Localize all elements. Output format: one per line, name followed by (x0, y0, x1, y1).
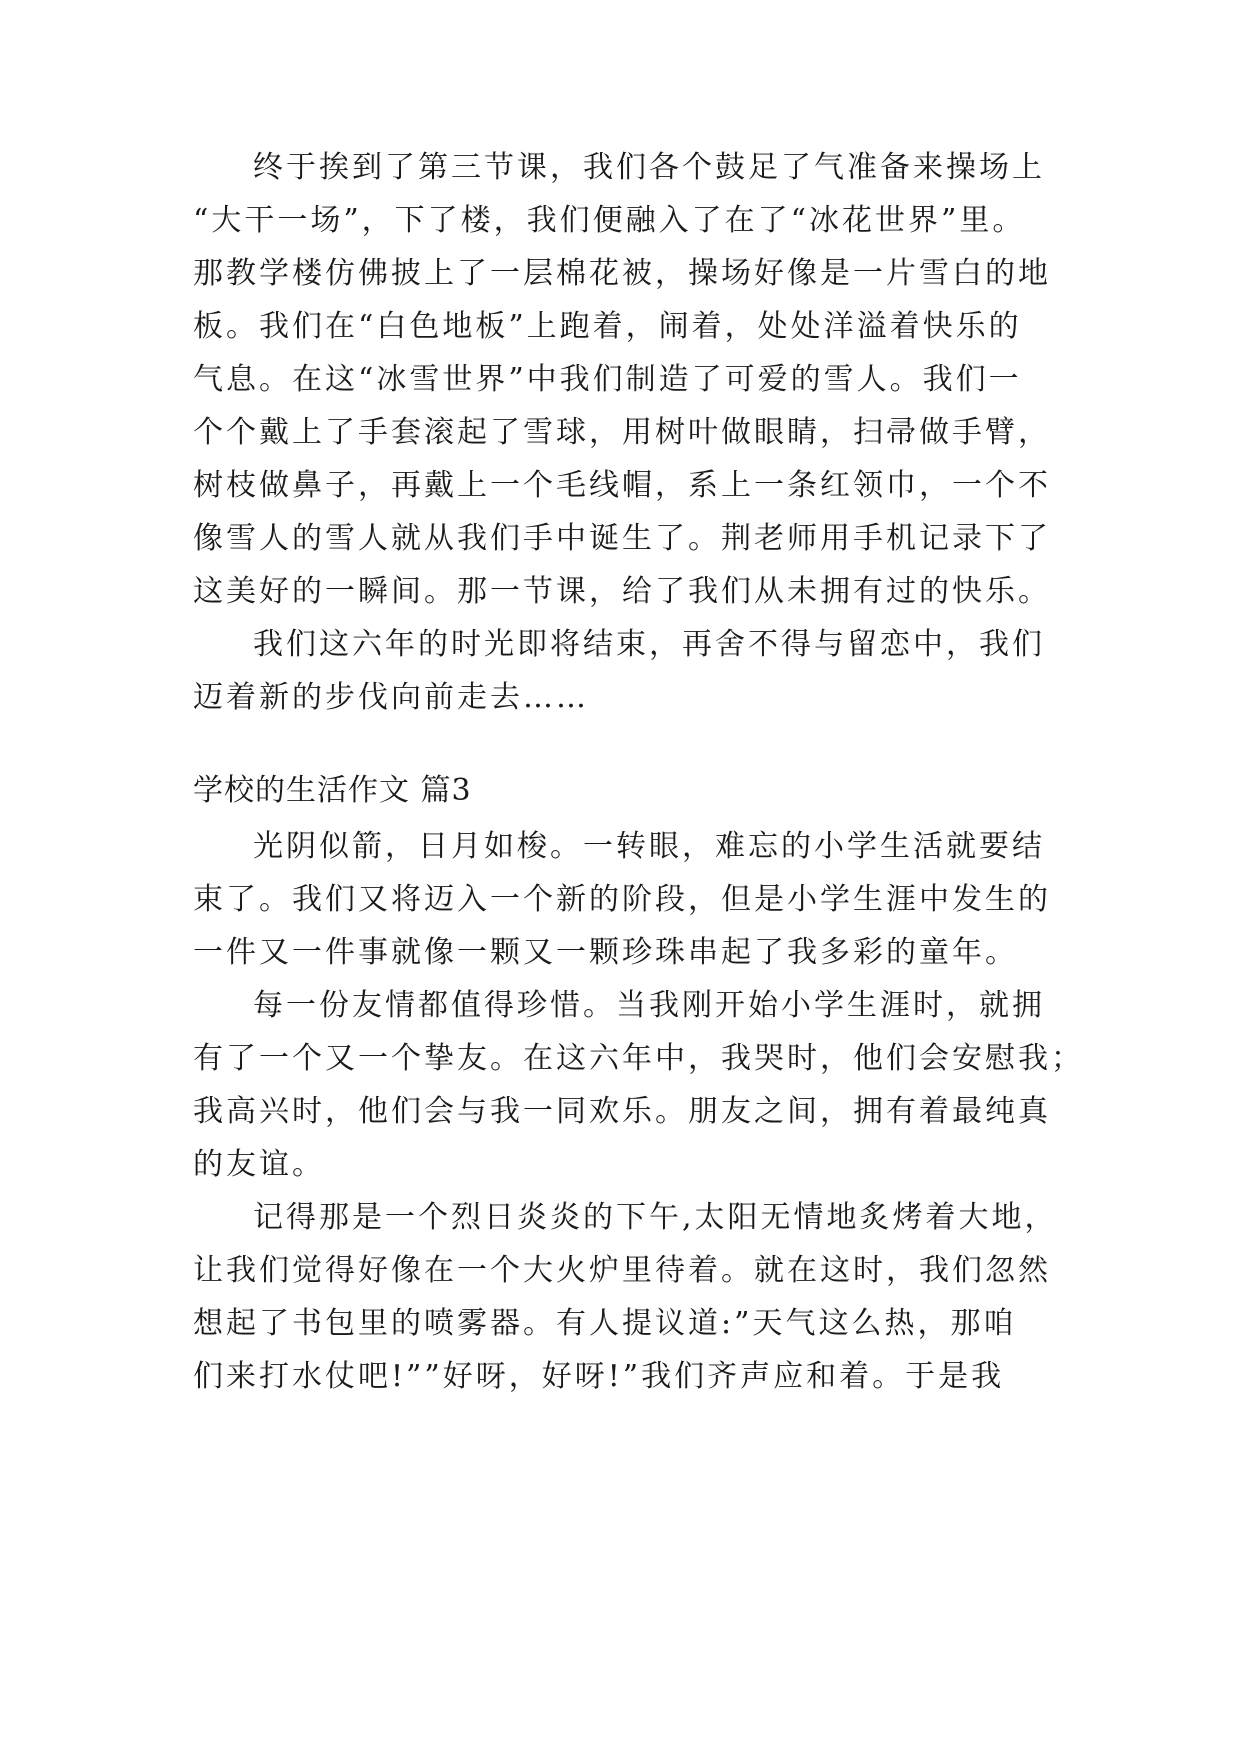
paragraph-2-line-1: 我们这六年的时光即将结束，再舍不得与留恋中，我们 (253, 627, 1045, 662)
paragraph-1-line-4: 板。我们在“白色地板”上跑着，闹着，处处洋溢着快乐的 (193, 309, 1022, 344)
paragraph-1-line-1: 终于挨到了第三节课，我们各个鼓足了气准备来操场上 (253, 150, 1045, 185)
paragraph-5-line-3: 想起了书包里的喷雾器。有人提议道:”天气这么热，那咱 (193, 1306, 1017, 1341)
paragraph-2-line-2: 迈着新的步伐向前走去…… (193, 680, 589, 715)
paragraph-1-line-3: 那教学楼仿佛披上了一层棉花被，操场好像是一片雪白的地 (193, 256, 1051, 291)
paragraph-3-line-3: 一件又一件事就像一颗又一颗珍珠串起了我多彩的童年。 (193, 935, 1018, 970)
paragraph-3-line-1: 光阴似箭，日月如梭。一转眼，难忘的小学生活就要结 (253, 829, 1045, 864)
paragraph-5-line-1: 记得那是一个烈日炎炎的下午,太阳无情地炙烤着大地， (253, 1200, 1058, 1235)
paragraph-1-line-9: 这美好的一瞬间。那一节课，给了我们从未拥有过的快乐。 (193, 574, 1051, 609)
paragraph-3-line-2: 束了。我们又将迈入一个新的阶段，但是小学生涯中发生的 (193, 882, 1051, 917)
paragraph-5-line-2: 让我们觉得好像在一个大火炉里待着。就在这时，我们忽然 (193, 1253, 1051, 1288)
paragraph-4-line-1: 每一份友情都值得珍惜。当我刚开始小学生涯时，就拥 (253, 988, 1045, 1023)
paragraph-1-line-5: 气息。在这“冰雪世界”中我们制造了可爱的雪人。我们一 (193, 362, 1022, 397)
paragraph-1-line-8: 像雪人的雪人就从我们手中诞生了。荆老师用手机记录下了 (193, 521, 1051, 556)
paragraph-5-line-4: 们来打水仗吧!””好呀，好呀!”我们齐声应和着。于是我 (193, 1359, 1005, 1394)
paragraph-4-line-2: 有了一个又一个挚友。在这六年中，我哭时，他们会安慰我； (193, 1041, 1084, 1076)
paragraph-4-line-3: 我高兴时，他们会与我一同欢乐。朋友之间，拥有着最纯真 (193, 1094, 1051, 1129)
paragraph-1-line-2: “大干一场”，下了楼，我们便融入了在了“冰花世界”里。 (193, 203, 1026, 238)
paragraph-4-line-4: 的友谊。 (193, 1147, 325, 1182)
paragraph-1-line-7: 树枝做鼻子，再戴上一个毛线帽，系上一条红领巾，一个不 (193, 468, 1051, 503)
paragraph-1-line-6: 个个戴上了手套滚起了雪球，用树叶做眼睛，扫帚做手臂， (193, 415, 1051, 450)
section-heading: 学校的生活作文 篇3 (193, 773, 472, 808)
